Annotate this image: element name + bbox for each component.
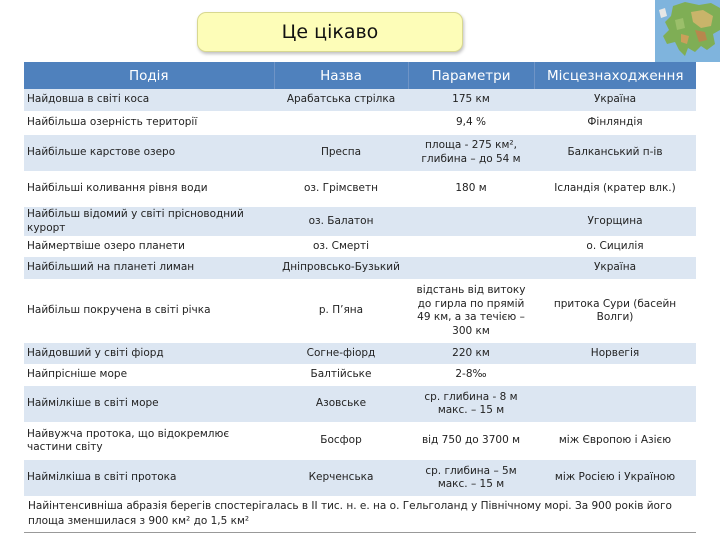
name-cell: Балтійське	[274, 364, 408, 386]
parameters-cell: 2-8‰	[408, 364, 534, 386]
column-header-parameters: Параметри	[408, 62, 534, 89]
parameters-cell: відстань від витоку до гирла по прямій 49 км, а за течією – 300 км	[408, 279, 534, 343]
note-text: Найінтенсивніша абразія берегів спостерігалась в ІІ тис. н. е. на о. Гельголанд у Північному морі. За 900 років його площа зменшилася з 900 км² до 1,5 км²	[24, 496, 696, 532]
name-cell: Арабатська стрілка	[274, 89, 408, 111]
parameters-cell: 175 км	[408, 89, 534, 111]
parameters-cell: ср. глибина - 8 м макс. – 15 м	[408, 386, 534, 422]
parameters-cell	[408, 207, 534, 236]
table-row	[24, 279, 696, 343]
location-cell: Балканський п-ів	[534, 135, 696, 171]
name-cell	[274, 111, 408, 135]
name-cell: Согне-фіорд	[274, 343, 408, 364]
column-header-location: Місцезнаходження	[534, 62, 696, 89]
column-header-name: Назва	[274, 62, 408, 89]
event-cell: Найвужча протока, що відокремлює частини світу	[24, 422, 274, 460]
table-row	[24, 460, 696, 496]
event-cell: Найдовший у світі фіорд	[24, 343, 274, 364]
event-cell: Найпрісніше море	[24, 364, 274, 386]
name-cell: Дніпровсько-Бузький	[274, 257, 408, 279]
name-cell: Босфор	[274, 422, 408, 460]
parameters-cell: ср. глибина – 5м макс. – 15 м	[408, 460, 534, 496]
title-box	[197, 12, 463, 52]
event-cell: Найбільше карстове озеро	[24, 135, 274, 171]
table-row	[24, 422, 696, 460]
name-cell: Преспа	[274, 135, 408, 171]
location-cell: між Росією і Україною	[534, 460, 696, 496]
parameters-cell: 9,4 %	[408, 111, 534, 135]
location-cell	[534, 364, 696, 386]
name-cell: оз. Балатон	[274, 207, 408, 236]
event-cell: Найбільший на планеті лиман	[24, 257, 274, 279]
event-cell: Найдовша в світі коса	[24, 89, 274, 111]
location-cell: між Європою і Азією	[534, 422, 696, 460]
table-row	[24, 386, 696, 422]
note-row	[24, 496, 696, 532]
table-row	[24, 89, 696, 111]
location-cell: Норвегія	[534, 343, 696, 364]
parameters-cell	[408, 257, 534, 279]
location-cell	[534, 386, 696, 422]
event-cell: Наймілкіше в світі море	[24, 386, 274, 422]
location-cell: Україна	[534, 89, 696, 111]
name-cell: оз. Смерті	[274, 236, 408, 257]
parameters-cell: від 750 до 3700 м	[408, 422, 534, 460]
table-row	[24, 171, 696, 207]
table-row	[24, 135, 696, 171]
location-cell: Україна	[534, 257, 696, 279]
page-title: Це цікаво	[281, 21, 379, 43]
table-row	[24, 111, 696, 135]
table-row	[24, 364, 696, 386]
table-row	[24, 257, 696, 279]
column-header-event: Подія	[24, 62, 274, 89]
table-row	[24, 236, 696, 257]
location-cell: Фінляндія	[534, 111, 696, 135]
location-cell: Угорщина	[534, 207, 696, 236]
location-cell: о. Сицилія	[534, 236, 696, 257]
event-cell: Наймілкіша в світі протока	[24, 460, 274, 496]
table-row	[24, 207, 696, 236]
table-header-row	[24, 62, 696, 89]
location-cell: притока Сури (басейн Волги)	[534, 279, 696, 343]
location-cell: Ісландія (кратер влк.)	[534, 171, 696, 207]
europe-map-icon	[655, 0, 720, 62]
parameters-cell: 220 км	[408, 343, 534, 364]
facts-table	[24, 62, 696, 533]
table-row	[24, 343, 696, 364]
parameters-cell: площа - 275 км², глибина – до 54 м	[408, 135, 534, 171]
event-cell: Найбільш покручена в світі річка	[24, 279, 274, 343]
name-cell: Азовське	[274, 386, 408, 422]
parameters-cell: 180 м	[408, 171, 534, 207]
name-cell: р. П’яна	[274, 279, 408, 343]
event-cell: Найбільш відомий у світі прісноводний курорт	[24, 207, 274, 236]
event-cell: Найбільша озерність території	[24, 111, 274, 135]
event-cell: Наймертвіше озеро планети	[24, 236, 274, 257]
name-cell: Керченська	[274, 460, 408, 496]
event-cell: Найбільші коливання рівня води	[24, 171, 274, 207]
parameters-cell	[408, 236, 534, 257]
name-cell: оз. Грімсветн	[274, 171, 408, 207]
